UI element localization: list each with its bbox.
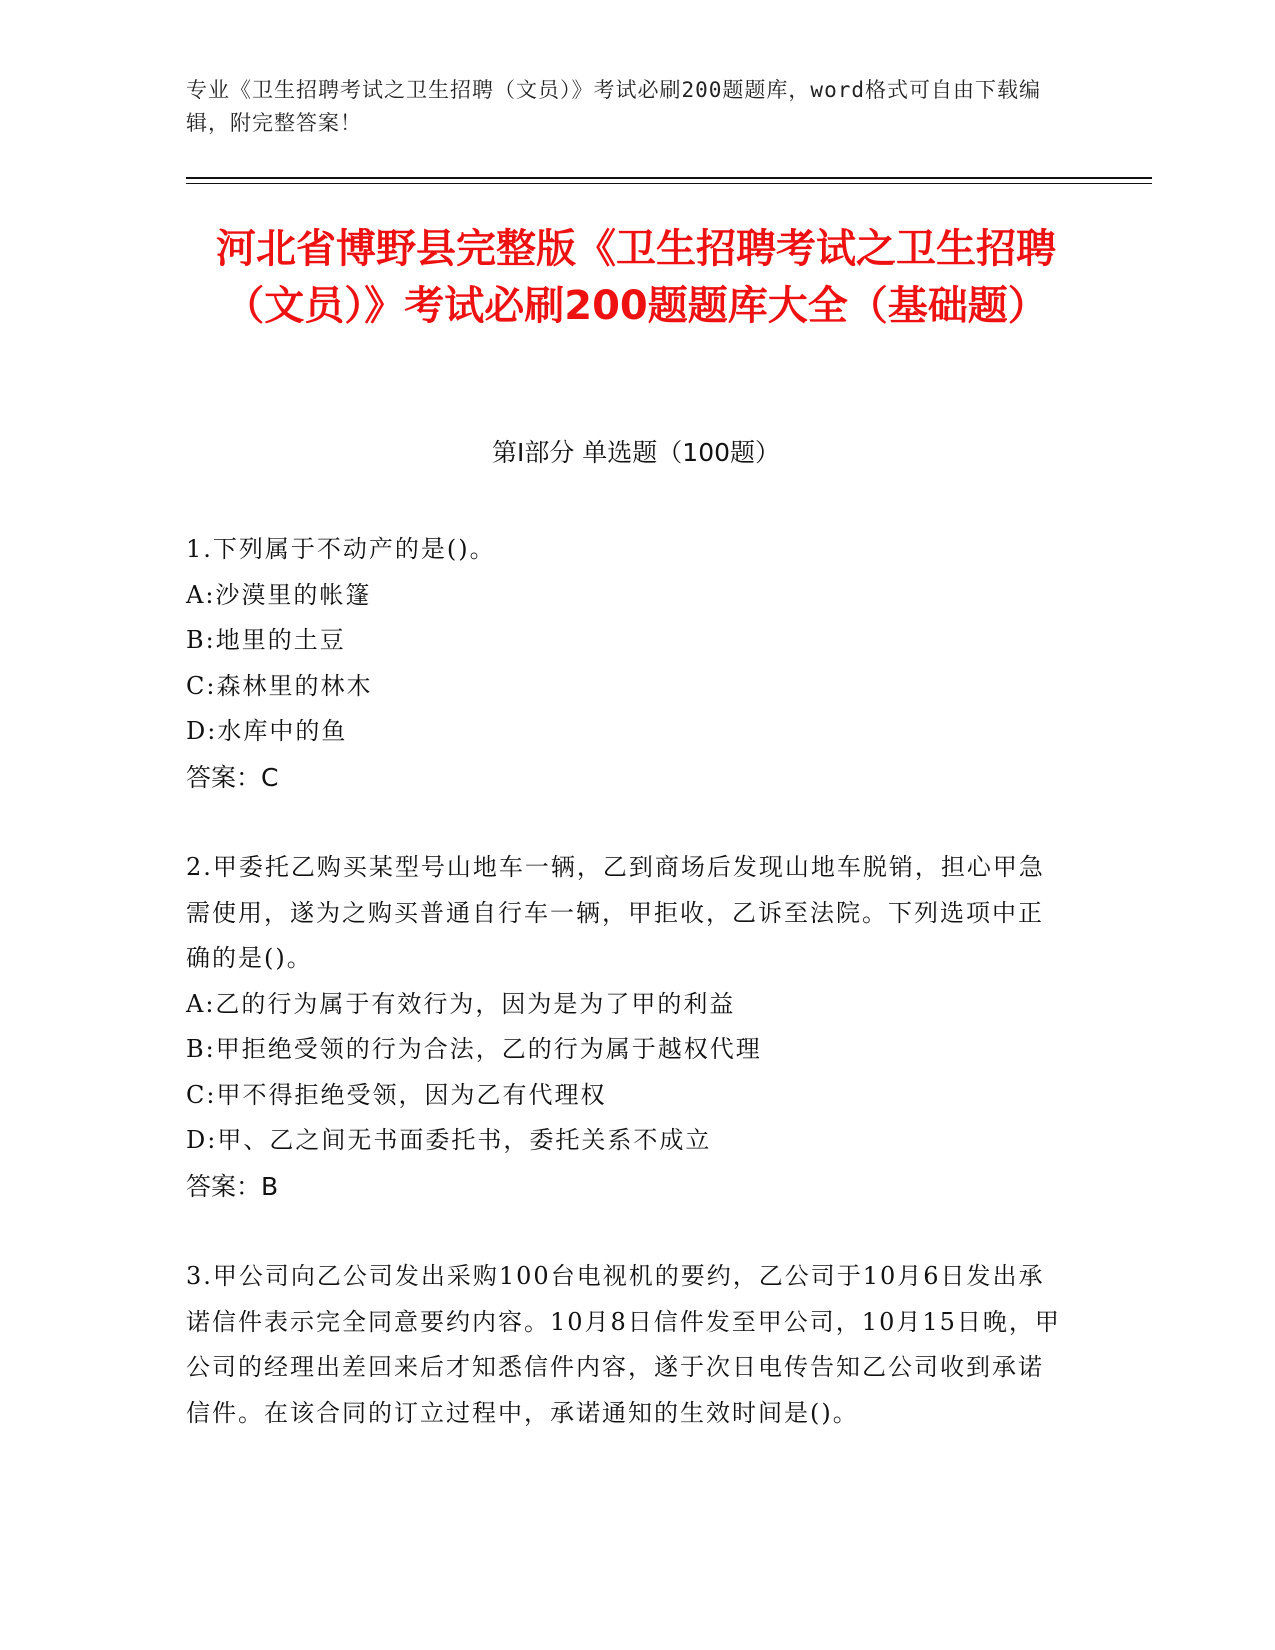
section-heading: 第Ⅰ部分 单选题（100题） [491,438,781,467]
question-text: 2.甲委托乙购买某型号山地车一辆，乙到商场后发现山地车脱销，担心甲急需使用，遂为之购买普通自行车一辆，甲拒收，乙诉至法院。下列选项中正确的是()。 [186,853,1045,972]
question-3 [186,1254,1066,1436]
option-c: C:甲不得拒绝受领，因为乙有代理权 [186,1080,607,1109]
answer-line [186,1164,1066,1210]
answer-value: B [261,1171,279,1201]
question-1 [186,527,1066,800]
question-text: 3.甲公司向乙公司发出采购100台电视机的要约，乙公司于10月6日发出承诺信件表示完全同意要约内容。10月8日信件发至甲公司，10月15日晚，甲公司的经理出差回来后才知悉信件内容，遂于次日电传告知乙公司收到承诺信件。在该合同的订立过程中，承诺通知的生效时间是()。 [186,1262,1061,1427]
question-list [186,527,1066,1481]
answer-line [186,755,1066,801]
question-text: 1.下列属于不动产的是()。 [186,535,496,563]
option-d: D:甲、乙之间无书面委托书，委托关系不成立 [186,1126,712,1154]
option-a: A:沙漠里的帐篷 [186,580,372,609]
intro-text: 专业《卫生招聘考试之卫生招聘（文员）》考试必刷200题题库，word格式可自由下载编辑，附完整答案！ [186,78,1041,135]
document-title: 河北省博野县完整版《卫生招聘考试之卫生招聘（文员）》考试必刷200题题库大全（基础题） [216,226,1056,329]
option-b: B:地里的土豆 [186,626,346,654]
option-a: A:乙的行为属于有效行为，因为是为了甲的利益 [186,989,736,1018]
answer-label: 答案： [186,1171,262,1201]
option-d: D:水库中的鱼 [186,717,348,745]
question-2 [186,845,1066,1209]
option-b: B:甲拒绝受领的行为合法，乙的行为属于越权代理 [186,1035,762,1063]
header-divider-thick [186,177,1152,179]
header-divider-thin [186,183,1152,184]
answer-label: 答案： [186,762,262,792]
answer-value: C [261,762,279,792]
option-c: C:森林里的林木 [186,671,373,700]
